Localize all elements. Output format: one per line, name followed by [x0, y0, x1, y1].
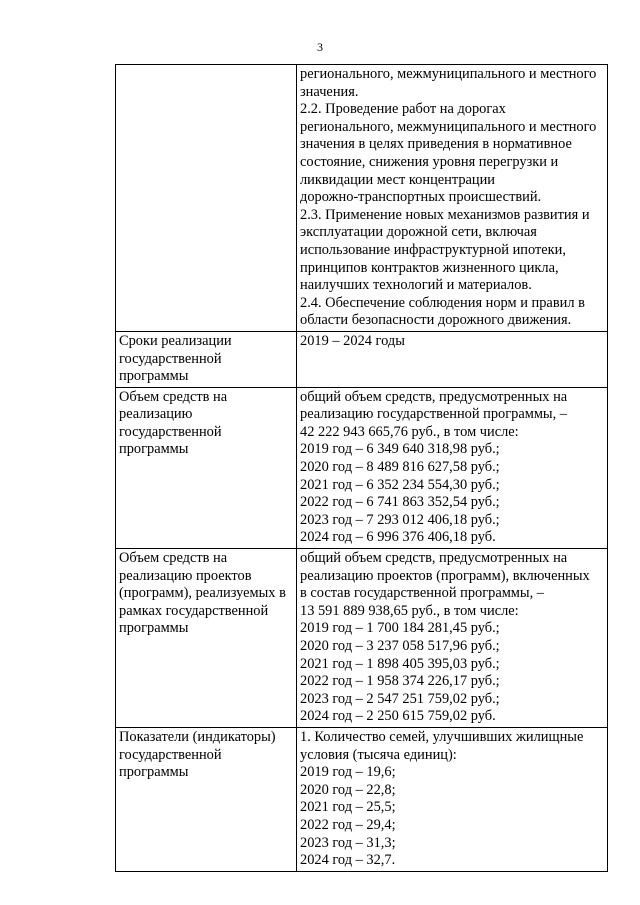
- value-line: регионального, межмуниципального и местного: [300, 118, 597, 135]
- value-line: 2020 год – 3 237 058 517,96 руб.;: [300, 638, 500, 654]
- value-line: 13 591 889 938,65 руб., в том числе:: [300, 602, 519, 619]
- table-row: [116, 549, 608, 728]
- value-line: 2.2. Проведение работ на дорогах: [300, 101, 506, 118]
- value-line: 2019 год – 6 349 640 318,98 руб.;: [300, 441, 500, 458]
- value-line: 2024 год – 32,7.: [300, 852, 396, 869]
- row-value-cell: [297, 65, 608, 332]
- label-line: государственной: [119, 746, 222, 763]
- value-line: 2022 год – 6 741 863 352,54 руб.;: [300, 494, 500, 511]
- row-value-cell: [297, 387, 608, 548]
- label-line: государственной: [119, 423, 222, 440]
- value-line: принципов контрактов жизненного цикла,: [300, 259, 559, 276]
- row-label-cell: [116, 727, 297, 871]
- label-line: программы: [119, 764, 189, 781]
- value-line: реализацию государственной программы, –: [300, 406, 567, 423]
- value-line: 2019 год – 19,6;: [300, 764, 396, 781]
- value-line: 2023 год – 7 293 012 406,18 руб.;: [300, 511, 500, 528]
- value-line: общий объем средств, предусмотренных на: [300, 388, 568, 405]
- value-line: использование инфраструктурной ипотеки,: [300, 241, 566, 258]
- row-label-cell: [116, 549, 297, 728]
- value-line: эксплуатации дорожной сети, включая: [300, 224, 537, 241]
- value-line: в состав государственной программы, –: [300, 585, 544, 602]
- row-value-cell: [297, 331, 608, 387]
- value-line: реализацию проектов (программ), включенных: [300, 567, 590, 584]
- label-line: рамках государственной: [119, 602, 269, 619]
- row-label-cell: [116, 331, 297, 387]
- label-line: программы: [119, 620, 189, 637]
- table-row: [116, 387, 608, 548]
- value-line: 2020 год – 8 489 816 627,58 руб.;: [300, 459, 500, 476]
- value-line: значения.: [300, 83, 359, 100]
- value-line: состояние, снижения уровня перегрузки и: [300, 153, 559, 170]
- row-value-cell: [297, 727, 608, 871]
- value-line: 2021 год – 25,5;: [300, 799, 396, 816]
- value-line: 2019 год – 1 700 184 281,45 руб.;: [300, 620, 500, 637]
- program-passport-table: [115, 64, 608, 872]
- value-line: 42 222 943 665,76 руб., в том числе:: [300, 423, 519, 440]
- value-line: 2023 год – 31,3;: [300, 834, 396, 851]
- value-line: области безопасности дорожного движения.: [300, 312, 572, 329]
- value-line: 2023 год – 2 547 251 759,02 руб.;: [300, 690, 500, 707]
- label-line: государственной: [119, 350, 222, 367]
- value-line: 2024 год – 2 250 615 759,02 руб.: [300, 708, 496, 725]
- value-line: 2.4. Обеспечение соблюдения норм и правил в: [300, 294, 585, 311]
- row-label-cell: [116, 387, 297, 548]
- value-line: ликвидации мест концентрации: [300, 171, 496, 188]
- label-line: Объем средств на: [119, 550, 228, 567]
- page-number: 3: [317, 40, 323, 54]
- value-line: 2021 год – 1 898 405 395,03 руб.;: [300, 655, 500, 672]
- label-line: программы: [119, 368, 189, 385]
- value-line: 2.3. Применение новых механизмов развития и: [300, 206, 590, 223]
- table-row: [116, 331, 608, 387]
- label-line: программы: [119, 441, 189, 458]
- value-line: 2022 год – 29,4;: [300, 816, 396, 833]
- value-line: 2024 год – 6 996 376 406,18 руб.: [300, 529, 496, 546]
- value-line: регионального, межмуниципального и местного: [300, 66, 597, 82]
- value-line: 2019 – 2024 годы: [300, 332, 405, 349]
- label-line: Показатели (индикаторы): [119, 728, 276, 745]
- value-line: условия (тысяча единиц):: [300, 746, 457, 763]
- label-line: (программ), реализуемых в: [119, 585, 286, 602]
- row-label-cell: [116, 65, 297, 332]
- value-line: 2021 год – 6 352 234 554,30 руб.;: [300, 476, 500, 493]
- label-line: реализацию проектов: [119, 567, 252, 584]
- value-line: 2020 год – 22,8;: [300, 781, 396, 798]
- value-line: 2022 год – 1 958 374 226,17 руб.;: [300, 673, 500, 690]
- table-row: [116, 65, 608, 332]
- value-line: дорожно-транспортных происшествий.: [300, 189, 542, 206]
- value-line: значения в целях приведения в нормативное: [300, 136, 572, 153]
- label-line: Сроки реализации: [119, 332, 232, 349]
- label-line: реализацию: [119, 406, 193, 423]
- value-line: 1. Количество семей, улучшивших жилищные: [300, 728, 584, 745]
- value-line: общий объем средств, предусмотренных на: [300, 550, 568, 567]
- value-line: наилучших технологий и материалов.: [300, 277, 532, 294]
- label-line: Объем средств на: [119, 388, 228, 405]
- table-row: [116, 727, 608, 871]
- row-value-cell: [297, 549, 608, 728]
